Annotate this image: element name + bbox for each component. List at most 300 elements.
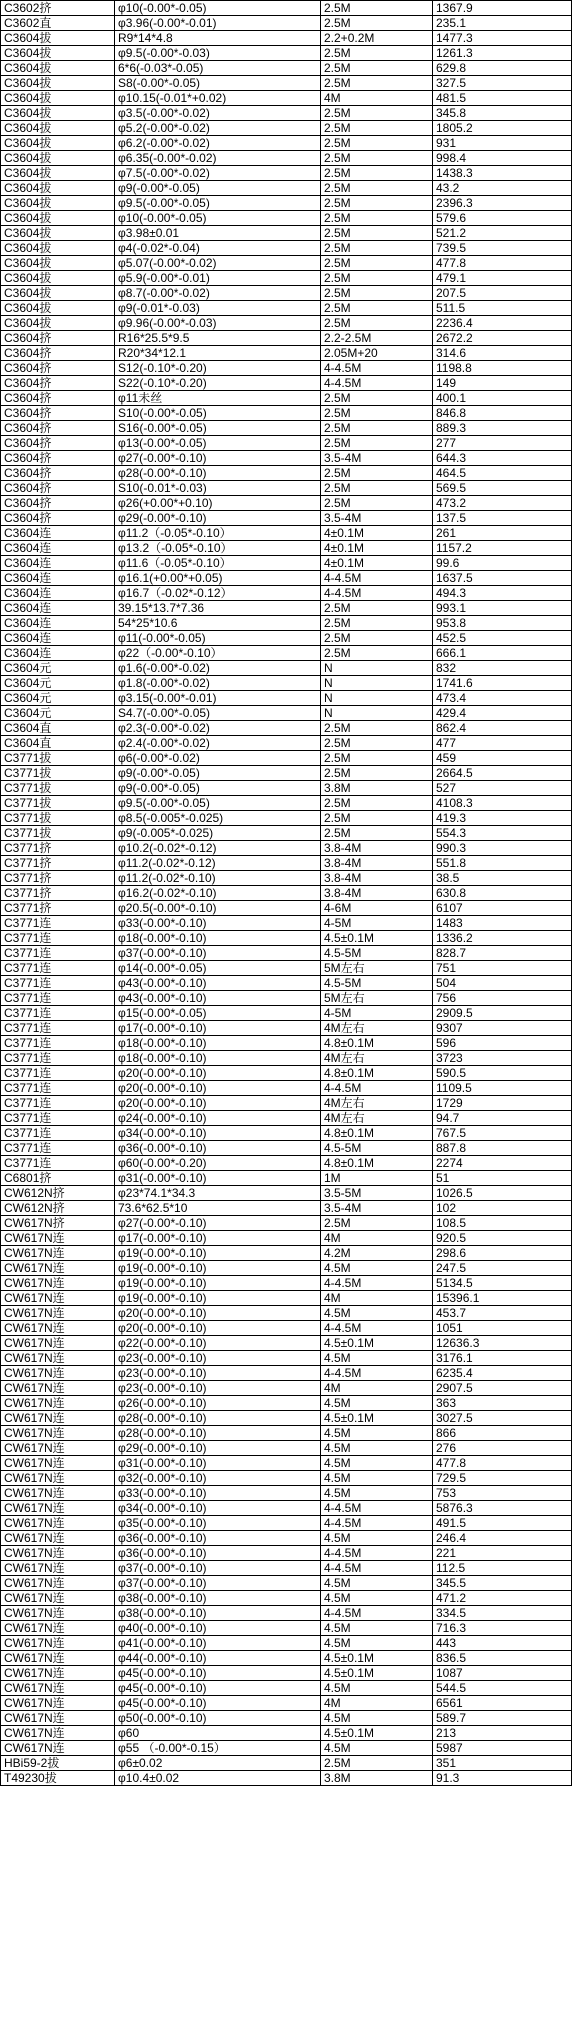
length-cell[interactable]: 2.5M [321, 826, 433, 841]
material-cell[interactable]: C6801挤 [1, 1171, 115, 1186]
quantity-cell[interactable]: 1637.5 [433, 571, 572, 586]
spec-cell[interactable]: φ20.5(-0.00*-0.10) [115, 901, 321, 916]
length-cell[interactable]: N [321, 661, 433, 676]
spec-cell[interactable]: 54*25*10.6 [115, 616, 321, 631]
length-cell[interactable]: 4.5M [321, 1306, 433, 1321]
quantity-cell[interactable]: 1729 [433, 1096, 572, 1111]
material-cell[interactable]: CW617N连 [1, 1351, 115, 1366]
length-cell[interactable]: 4.5M [321, 1456, 433, 1471]
material-cell[interactable]: C3604拔 [1, 241, 115, 256]
spec-cell[interactable]: φ43(-0.00*-0.10) [115, 976, 321, 991]
material-cell[interactable]: C3604挤 [1, 406, 115, 421]
quantity-cell[interactable]: 314.6 [433, 346, 572, 361]
material-cell[interactable]: CW617N连 [1, 1696, 115, 1711]
material-cell[interactable]: C3604挤 [1, 466, 115, 481]
quantity-cell[interactable]: 494.3 [433, 586, 572, 601]
material-cell[interactable]: CW617N连 [1, 1291, 115, 1306]
quantity-cell[interactable]: 846.8 [433, 406, 572, 421]
quantity-cell[interactable]: 102 [433, 1201, 572, 1216]
material-cell[interactable]: C3604挤 [1, 496, 115, 511]
length-cell[interactable]: 2.5M [321, 811, 433, 826]
spec-cell[interactable]: φ20(-0.00*-0.10) [115, 1066, 321, 1081]
length-cell[interactable]: 2.5M [321, 646, 433, 661]
quantity-cell[interactable]: 1051 [433, 1321, 572, 1336]
material-cell[interactable]: C3771连 [1, 931, 115, 946]
quantity-cell[interactable]: 207.5 [433, 286, 572, 301]
spec-cell[interactable]: φ5.07(-0.00*-0.02) [115, 256, 321, 271]
spec-cell[interactable]: φ9.96(-0.00*-0.03) [115, 316, 321, 331]
length-cell[interactable]: N [321, 706, 433, 721]
spec-cell[interactable]: φ19(-0.00*-0.10) [115, 1246, 321, 1261]
material-cell[interactable]: CW617N连 [1, 1621, 115, 1636]
material-cell[interactable]: C3771拔 [1, 826, 115, 841]
length-cell[interactable]: 4-6M [321, 901, 433, 916]
spec-cell[interactable]: φ17(-0.00*-0.10) [115, 1231, 321, 1246]
quantity-cell[interactable]: 1336.2 [433, 931, 572, 946]
quantity-cell[interactable]: 644.3 [433, 451, 572, 466]
spec-cell[interactable]: φ16.2(-0.02*-0.10) [115, 886, 321, 901]
material-cell[interactable]: C3604挤 [1, 346, 115, 361]
length-cell[interactable]: 3.8-4M [321, 856, 433, 871]
length-cell[interactable]: 3.8-4M [321, 841, 433, 856]
spec-cell[interactable]: φ20(-0.00*-0.10) [115, 1096, 321, 1111]
spec-cell[interactable]: S10(-0.00*-0.05) [115, 406, 321, 421]
spec-cell[interactable]: φ11未丝 [115, 391, 321, 406]
length-cell[interactable]: 2.5M [321, 736, 433, 751]
material-cell[interactable]: C3604连 [1, 601, 115, 616]
length-cell[interactable]: 2.5M [321, 166, 433, 181]
length-cell[interactable]: 4M左右 [321, 1051, 433, 1066]
material-cell[interactable]: HBi59-2拔 [1, 1756, 115, 1771]
length-cell[interactable]: 3.8M [321, 781, 433, 796]
spec-cell[interactable]: φ18(-0.00*-0.10) [115, 1051, 321, 1066]
spec-cell[interactable]: φ41(-0.00*-0.10) [115, 1636, 321, 1651]
material-cell[interactable]: C3771拔 [1, 766, 115, 781]
material-cell[interactable]: C3771拔 [1, 796, 115, 811]
length-cell[interactable]: 4M [321, 1696, 433, 1711]
material-cell[interactable]: CW617N连 [1, 1606, 115, 1621]
spec-cell[interactable]: R20*34*12.1 [115, 346, 321, 361]
spec-cell[interactable]: 39.15*13.7*7.36 [115, 601, 321, 616]
quantity-cell[interactable]: 1198.8 [433, 361, 572, 376]
material-cell[interactable]: C3604连 [1, 616, 115, 631]
length-cell[interactable]: 4M [321, 91, 433, 106]
spec-cell[interactable]: φ50(-0.00*-0.10) [115, 1711, 321, 1726]
material-cell[interactable]: C3771连 [1, 991, 115, 1006]
material-cell[interactable]: C3771连 [1, 1081, 115, 1096]
quantity-cell[interactable]: 345.5 [433, 1576, 572, 1591]
material-cell[interactable]: CW617N连 [1, 1456, 115, 1471]
spec-cell[interactable]: φ28(-0.00*-0.10) [115, 466, 321, 481]
material-cell[interactable]: CW617N连 [1, 1411, 115, 1426]
material-cell[interactable]: C3771连 [1, 976, 115, 991]
length-cell[interactable]: 4.5M [321, 1426, 433, 1441]
length-cell[interactable]: 4.5M [321, 1711, 433, 1726]
material-cell[interactable]: C3604拔 [1, 271, 115, 286]
material-cell[interactable]: C3602直 [1, 16, 115, 31]
material-cell[interactable]: C3771连 [1, 1156, 115, 1171]
quantity-cell[interactable]: 889.3 [433, 421, 572, 436]
quantity-cell[interactable]: 51 [433, 1171, 572, 1186]
material-cell[interactable]: C3771连 [1, 1126, 115, 1141]
length-cell[interactable]: 4-4.5M [321, 1606, 433, 1621]
length-cell[interactable]: 4.5M [321, 1441, 433, 1456]
spec-cell[interactable]: φ11.2（-0.05*-0.10） [115, 526, 321, 541]
length-cell[interactable]: 3.8-4M [321, 871, 433, 886]
quantity-cell[interactable]: 12636.3 [433, 1336, 572, 1351]
quantity-cell[interactable]: 459 [433, 751, 572, 766]
quantity-cell[interactable]: 5987 [433, 1741, 572, 1756]
material-cell[interactable]: C3604拔 [1, 61, 115, 76]
material-cell[interactable]: C3604拔 [1, 316, 115, 331]
spec-cell[interactable]: φ17(-0.00*-0.10) [115, 1021, 321, 1036]
length-cell[interactable]: 2.5M [321, 631, 433, 646]
quantity-cell[interactable]: 2909.5 [433, 1006, 572, 1021]
spec-cell[interactable]: φ45(-0.00*-0.10) [115, 1666, 321, 1681]
quantity-cell[interactable]: 3723 [433, 1051, 572, 1066]
quantity-cell[interactable]: 3176.1 [433, 1351, 572, 1366]
spec-cell[interactable]: φ9.5(-0.00*-0.03) [115, 46, 321, 61]
quantity-cell[interactable]: 1261.3 [433, 46, 572, 61]
quantity-cell[interactable]: 1087 [433, 1666, 572, 1681]
material-cell[interactable]: CW617N连 [1, 1726, 115, 1741]
length-cell[interactable]: 4.5±0.1M [321, 1651, 433, 1666]
length-cell[interactable]: 2.2+0.2M [321, 31, 433, 46]
length-cell[interactable]: 4-4.5M [321, 1501, 433, 1516]
quantity-cell[interactable]: 276 [433, 1441, 572, 1456]
quantity-cell[interactable]: 751 [433, 961, 572, 976]
spec-cell[interactable]: φ35(-0.00*-0.10) [115, 1516, 321, 1531]
material-cell[interactable]: C3771连 [1, 1021, 115, 1036]
quantity-cell[interactable]: 544.5 [433, 1681, 572, 1696]
spec-cell[interactable]: φ10(-0.00*-0.05) [115, 1, 321, 16]
spec-cell[interactable]: φ27(-0.00*-0.10) [115, 1216, 321, 1231]
quantity-cell[interactable]: 351 [433, 1756, 572, 1771]
material-cell[interactable]: CW617N连 [1, 1561, 115, 1576]
quantity-cell[interactable]: 1477.3 [433, 31, 572, 46]
spec-cell[interactable]: φ6.35(-0.00*-0.02) [115, 151, 321, 166]
length-cell[interactable]: 2.5M [321, 1, 433, 16]
quantity-cell[interactable]: 1805.2 [433, 121, 572, 136]
spec-cell[interactable]: φ37(-0.00*-0.10) [115, 1576, 321, 1591]
quantity-cell[interactable]: 1741.6 [433, 676, 572, 691]
material-cell[interactable]: T49230拔 [1, 1771, 115, 1786]
length-cell[interactable]: 3.5-5M [321, 1186, 433, 1201]
quantity-cell[interactable]: 473.4 [433, 691, 572, 706]
length-cell[interactable]: 4-4.5M [321, 376, 433, 391]
length-cell[interactable]: 4.2M [321, 1246, 433, 1261]
spec-cell[interactable]: φ22（-0.00*-0.10） [115, 646, 321, 661]
material-cell[interactable]: C3771连 [1, 1036, 115, 1051]
material-cell[interactable]: C3604连 [1, 556, 115, 571]
length-cell[interactable]: 4±0.1M [321, 526, 433, 541]
quantity-cell[interactable]: 993.1 [433, 601, 572, 616]
quantity-cell[interactable]: 596 [433, 1036, 572, 1051]
spec-cell[interactable]: φ18(-0.00*-0.10) [115, 1036, 321, 1051]
quantity-cell[interactable]: 527 [433, 781, 572, 796]
spec-cell[interactable]: φ8.5(-0.005*-0.025) [115, 811, 321, 826]
spec-cell[interactable]: φ3.98±0.01 [115, 226, 321, 241]
length-cell[interactable]: 2.5M [321, 106, 433, 121]
material-cell[interactable]: C3604拔 [1, 31, 115, 46]
quantity-cell[interactable]: 6235.4 [433, 1366, 572, 1381]
spec-cell[interactable]: φ28(-0.00*-0.10) [115, 1411, 321, 1426]
material-cell[interactable]: CW617N连 [1, 1741, 115, 1756]
length-cell[interactable]: 4-4.5M [321, 1366, 433, 1381]
material-cell[interactable]: C3604元 [1, 676, 115, 691]
material-cell[interactable]: C3604拔 [1, 136, 115, 151]
length-cell[interactable]: 2.5M [321, 76, 433, 91]
quantity-cell[interactable]: 729.5 [433, 1471, 572, 1486]
spec-cell[interactable]: φ5.9(-0.00*-0.01) [115, 271, 321, 286]
material-cell[interactable]: C3604挤 [1, 391, 115, 406]
spec-cell[interactable]: φ44(-0.00*-0.10) [115, 1651, 321, 1666]
length-cell[interactable]: 4.5-5M [321, 1141, 433, 1156]
spec-cell[interactable]: φ45(-0.00*-0.10) [115, 1696, 321, 1711]
spec-cell[interactable]: φ19(-0.00*-0.10) [115, 1261, 321, 1276]
quantity-cell[interactable]: 400.1 [433, 391, 572, 406]
material-cell[interactable]: C3604拔 [1, 166, 115, 181]
quantity-cell[interactable]: 112.5 [433, 1561, 572, 1576]
spec-cell[interactable]: φ43(-0.00*-0.10) [115, 991, 321, 1006]
length-cell[interactable]: 2.5M [321, 256, 433, 271]
quantity-cell[interactable]: 866 [433, 1426, 572, 1441]
length-cell[interactable]: 2.5M [321, 46, 433, 61]
material-cell[interactable]: C3604拔 [1, 196, 115, 211]
material-cell[interactable]: C3604元 [1, 706, 115, 721]
length-cell[interactable]: 4±0.1M [321, 541, 433, 556]
material-cell[interactable]: C3771拔 [1, 781, 115, 796]
quantity-cell[interactable]: 2274 [433, 1156, 572, 1171]
spec-cell[interactable]: φ3.15(-0.00*-0.01) [115, 691, 321, 706]
spec-cell[interactable]: R9*14*4.8 [115, 31, 321, 46]
length-cell[interactable]: 2.5M [321, 61, 433, 76]
quantity-cell[interactable]: 5876.3 [433, 1501, 572, 1516]
length-cell[interactable]: 2.5M [321, 436, 433, 451]
length-cell[interactable]: 4-4.5M [321, 1516, 433, 1531]
length-cell[interactable]: 2.5M [321, 16, 433, 31]
length-cell[interactable]: 4.5M [321, 1531, 433, 1546]
spec-cell[interactable]: S16(-0.00*-0.05) [115, 421, 321, 436]
length-cell[interactable]: 4.5±0.1M [321, 1666, 433, 1681]
spec-cell[interactable]: φ9(-0.00*-0.05) [115, 766, 321, 781]
length-cell[interactable]: 2.5M [321, 391, 433, 406]
length-cell[interactable]: 4.8±0.1M [321, 1126, 433, 1141]
quantity-cell[interactable]: 246.4 [433, 1531, 572, 1546]
spec-cell[interactable]: φ34(-0.00*-0.10) [115, 1126, 321, 1141]
material-cell[interactable]: C3604连 [1, 571, 115, 586]
material-cell[interactable]: C3604挤 [1, 331, 115, 346]
length-cell[interactable]: 2.5M [321, 496, 433, 511]
quantity-cell[interactable]: 9307 [433, 1021, 572, 1036]
quantity-cell[interactable]: 887.8 [433, 1141, 572, 1156]
spec-cell[interactable]: φ45(-0.00*-0.10) [115, 1681, 321, 1696]
spec-cell[interactable]: φ18(-0.00*-0.10) [115, 931, 321, 946]
quantity-cell[interactable]: 1026.5 [433, 1186, 572, 1201]
material-cell[interactable]: C3771连 [1, 1051, 115, 1066]
quantity-cell[interactable]: 511.5 [433, 301, 572, 316]
quantity-cell[interactable]: 3027.5 [433, 1411, 572, 1426]
length-cell[interactable]: 4.5M [321, 1471, 433, 1486]
length-cell[interactable]: 2.5M [321, 601, 433, 616]
quantity-cell[interactable]: 2396.3 [433, 196, 572, 211]
quantity-cell[interactable]: 477.8 [433, 256, 572, 271]
spec-cell[interactable]: φ33(-0.00*-0.10) [115, 1486, 321, 1501]
spec-cell[interactable]: φ34(-0.00*-0.10) [115, 1501, 321, 1516]
spec-cell[interactable]: φ9(-0.00*-0.05) [115, 181, 321, 196]
material-cell[interactable]: CW617N连 [1, 1276, 115, 1291]
spec-cell[interactable]: φ11.2(-0.02*-0.10) [115, 871, 321, 886]
material-cell[interactable]: C3771挤 [1, 871, 115, 886]
spec-cell[interactable]: φ10.15(-0.01*+0.02) [115, 91, 321, 106]
quantity-cell[interactable]: 473.2 [433, 496, 572, 511]
length-cell[interactable]: 4M左右 [321, 1096, 433, 1111]
quantity-cell[interactable]: 213 [433, 1726, 572, 1741]
quantity-cell[interactable]: 630.8 [433, 886, 572, 901]
material-cell[interactable]: CW617N连 [1, 1231, 115, 1246]
material-cell[interactable]: C3604元 [1, 661, 115, 676]
quantity-cell[interactable]: 836.5 [433, 1651, 572, 1666]
quantity-cell[interactable]: 5134.5 [433, 1276, 572, 1291]
quantity-cell[interactable]: 38.5 [433, 871, 572, 886]
spec-cell[interactable]: φ33(-0.00*-0.10) [115, 916, 321, 931]
quantity-cell[interactable]: 334.5 [433, 1606, 572, 1621]
spec-cell[interactable]: φ9(-0.01*-0.03) [115, 301, 321, 316]
spec-cell[interactable]: φ10.4±0.02 [115, 1771, 321, 1786]
spec-cell[interactable]: φ28(-0.00*-0.10) [115, 1426, 321, 1441]
length-cell[interactable]: 2.5M [321, 151, 433, 166]
length-cell[interactable]: 2.5M [321, 316, 433, 331]
material-cell[interactable]: CW617N连 [1, 1336, 115, 1351]
quantity-cell[interactable]: 953.8 [433, 616, 572, 631]
quantity-cell[interactable]: 589.7 [433, 1711, 572, 1726]
material-cell[interactable]: C3771挤 [1, 841, 115, 856]
quantity-cell[interactable]: 569.5 [433, 481, 572, 496]
material-cell[interactable]: C3771挤 [1, 886, 115, 901]
length-cell[interactable]: 4M左右 [321, 1111, 433, 1126]
spec-cell[interactable]: φ23*74.1*34.3 [115, 1186, 321, 1201]
quantity-cell[interactable]: 828.7 [433, 946, 572, 961]
material-cell[interactable]: C3604挤 [1, 376, 115, 391]
quantity-cell[interactable]: 521.2 [433, 226, 572, 241]
material-cell[interactable]: CW617N连 [1, 1546, 115, 1561]
material-cell[interactable]: CW617N连 [1, 1516, 115, 1531]
spec-cell[interactable]: φ13.2（-0.05*-0.10） [115, 541, 321, 556]
quantity-cell[interactable]: 579.6 [433, 211, 572, 226]
spec-cell[interactable]: φ20(-0.00*-0.10) [115, 1306, 321, 1321]
length-cell[interactable]: N [321, 676, 433, 691]
length-cell[interactable]: 4.5M [321, 1591, 433, 1606]
length-cell[interactable]: 2.5M [321, 226, 433, 241]
length-cell[interactable]: 4-4.5M [321, 1561, 433, 1576]
quantity-cell[interactable]: 1109.5 [433, 1081, 572, 1096]
quantity-cell[interactable]: 1483 [433, 916, 572, 931]
quantity-cell[interactable]: 6107 [433, 901, 572, 916]
quantity-cell[interactable]: 247.5 [433, 1261, 572, 1276]
quantity-cell[interactable]: 6561 [433, 1696, 572, 1711]
spec-cell[interactable]: φ6.2(-0.00*-0.02) [115, 136, 321, 151]
spec-cell[interactable]: φ19(-0.00*-0.10) [115, 1276, 321, 1291]
length-cell[interactable]: 2.5M [321, 136, 433, 151]
length-cell[interactable]: 2.5M [321, 751, 433, 766]
spec-cell[interactable]: φ16.1(+0.00*+0.05) [115, 571, 321, 586]
material-cell[interactable]: C3604直 [1, 721, 115, 736]
spec-cell[interactable]: R16*25.5*9.5 [115, 331, 321, 346]
spec-cell[interactable]: φ26(+0.00*+0.10) [115, 496, 321, 511]
spec-cell[interactable]: φ15(-0.00*-0.05) [115, 1006, 321, 1021]
material-cell[interactable]: C3771连 [1, 1096, 115, 1111]
spec-cell[interactable]: 6*6(-0.03*-0.05) [115, 61, 321, 76]
length-cell[interactable]: 4.5±0.1M [321, 1726, 433, 1741]
quantity-cell[interactable]: 363 [433, 1396, 572, 1411]
quantity-cell[interactable]: 453.7 [433, 1306, 572, 1321]
length-cell[interactable]: 4.5M [321, 1486, 433, 1501]
spec-cell[interactable]: φ1.6(-0.00*-0.02) [115, 661, 321, 676]
spec-cell[interactable]: φ36(-0.00*-0.10) [115, 1546, 321, 1561]
length-cell[interactable]: 4-4.5M [321, 1321, 433, 1336]
material-cell[interactable]: CW617N连 [1, 1576, 115, 1591]
material-cell[interactable]: C3771挤 [1, 901, 115, 916]
quantity-cell[interactable]: 91.3 [433, 1771, 572, 1786]
spec-cell[interactable]: S10(-0.01*-0.03) [115, 481, 321, 496]
length-cell[interactable]: 4±0.1M [321, 556, 433, 571]
spec-cell[interactable]: φ4(-0.02*-0.04) [115, 241, 321, 256]
length-cell[interactable]: 4.5M [321, 1621, 433, 1636]
spec-cell[interactable]: φ36(-0.00*-0.10) [115, 1531, 321, 1546]
quantity-cell[interactable]: 4108.3 [433, 796, 572, 811]
length-cell[interactable]: 5M左右 [321, 961, 433, 976]
length-cell[interactable]: 4.5-5M [321, 976, 433, 991]
material-cell[interactable]: C3604挤 [1, 421, 115, 436]
spec-cell[interactable]: φ11(-0.00*-0.05) [115, 631, 321, 646]
length-cell[interactable]: 4.5M [321, 1636, 433, 1651]
material-cell[interactable]: C3604拔 [1, 76, 115, 91]
material-cell[interactable]: C3604挤 [1, 361, 115, 376]
quantity-cell[interactable]: 99.6 [433, 556, 572, 571]
material-cell[interactable]: CW617N连 [1, 1636, 115, 1651]
material-cell[interactable]: C3771连 [1, 961, 115, 976]
quantity-cell[interactable]: 2236.4 [433, 316, 572, 331]
spec-cell[interactable]: φ20(-0.00*-0.10) [115, 1081, 321, 1096]
spec-cell[interactable]: φ27(-0.00*-0.10) [115, 451, 321, 466]
spec-cell[interactable]: φ38(-0.00*-0.10) [115, 1606, 321, 1621]
spec-cell[interactable]: φ60(-0.00*-0.20) [115, 1156, 321, 1171]
spec-cell[interactable]: φ9(-0.00*-0.05) [115, 781, 321, 796]
length-cell[interactable]: 4.5-5M [321, 946, 433, 961]
spec-cell[interactable]: φ7.5(-0.00*-0.02) [115, 166, 321, 181]
material-cell[interactable]: C3604拔 [1, 121, 115, 136]
material-cell[interactable]: C3604连 [1, 586, 115, 601]
material-cell[interactable]: C3604拔 [1, 301, 115, 316]
length-cell[interactable]: 4-4.5M [321, 1081, 433, 1096]
material-cell[interactable]: CW617N连 [1, 1246, 115, 1261]
material-cell[interactable]: C3771连 [1, 1066, 115, 1081]
quantity-cell[interactable]: 429.4 [433, 706, 572, 721]
material-cell[interactable]: C3604拔 [1, 226, 115, 241]
quantity-cell[interactable]: 551.8 [433, 856, 572, 871]
length-cell[interactable]: 2.5M [321, 1216, 433, 1231]
material-cell[interactable]: C3604拔 [1, 46, 115, 61]
length-cell[interactable]: 4.5M [321, 1576, 433, 1591]
length-cell[interactable]: 4.5M [321, 1351, 433, 1366]
spec-cell[interactable]: φ19(-0.00*-0.10) [115, 1291, 321, 1306]
quantity-cell[interactable]: 15396.1 [433, 1291, 572, 1306]
spec-cell[interactable]: φ6(-0.00*-0.02) [115, 751, 321, 766]
material-cell[interactable]: CW617N连 [1, 1711, 115, 1726]
quantity-cell[interactable]: 477 [433, 736, 572, 751]
quantity-cell[interactable]: 221 [433, 1546, 572, 1561]
length-cell[interactable]: 2.05M+20 [321, 346, 433, 361]
